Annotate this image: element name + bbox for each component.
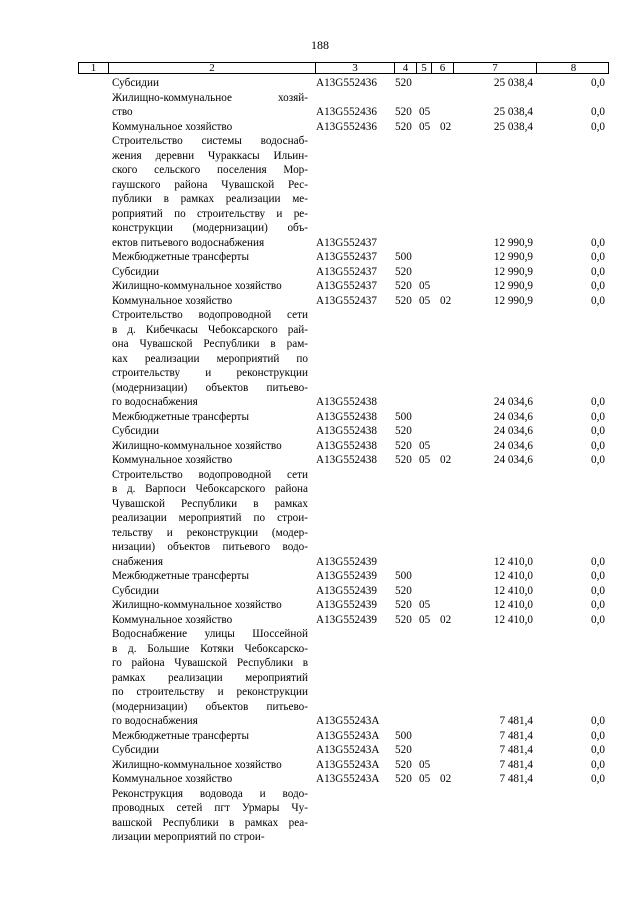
row-percent: 0,0 xyxy=(591,715,605,727)
row-name xyxy=(112,453,308,468)
row-name xyxy=(112,598,308,613)
row-percent: 0,0 xyxy=(591,77,605,89)
row-code: А13G552437 xyxy=(316,251,377,263)
table-row xyxy=(0,729,640,744)
row-name-line: Жилищно-коммунальное хозяйство xyxy=(112,599,282,611)
row-expense-type: 520 xyxy=(395,439,412,452)
row-name-line: Строительство водопроводной сети xyxy=(112,468,308,481)
row-name xyxy=(112,120,308,135)
row-name-line: рамках реализации мероприятий xyxy=(112,671,308,684)
table-row xyxy=(0,468,640,570)
row-amount: 12 410,0 xyxy=(493,584,533,597)
table-row xyxy=(0,439,640,454)
row-name-line: Субсидии xyxy=(112,584,159,597)
row-percent: 0,0 xyxy=(591,280,605,292)
row-expense-type: 500 xyxy=(395,251,412,263)
row-name xyxy=(112,758,308,773)
row-code: А13G552436 xyxy=(316,106,377,118)
row-name-line: Межбюджетные трансферты xyxy=(112,410,249,423)
table-row xyxy=(0,627,640,729)
row-expense-type: 520 xyxy=(395,758,412,771)
row-name xyxy=(112,308,308,410)
row-code: А13G55243А xyxy=(316,758,380,771)
row-amount: 25 038,4 xyxy=(493,106,533,118)
row-percent: 0,0 xyxy=(591,613,605,626)
row-section: 05 xyxy=(419,454,431,466)
table-row xyxy=(0,787,640,845)
row-expense-type: 520 xyxy=(395,773,412,785)
row-percent: 0,0 xyxy=(591,236,605,249)
row-name xyxy=(112,729,308,744)
row-expense-type: 520 xyxy=(395,120,412,133)
row-amount: 12 410,0 xyxy=(493,599,533,611)
row-amount: 24 034,6 xyxy=(493,425,533,437)
row-name xyxy=(112,627,308,729)
row-name-line: Строительство водопроводной сети xyxy=(112,309,308,321)
row-section: 05 xyxy=(419,613,431,626)
table-row xyxy=(0,424,640,439)
row-expense-type: 520 xyxy=(395,584,412,597)
row-expense-type: 520 xyxy=(395,425,412,437)
row-percent: 0,0 xyxy=(591,106,605,118)
row-code: А13G552439 xyxy=(316,599,377,611)
row-name xyxy=(112,294,308,309)
row-subsection: 02 xyxy=(440,294,452,307)
row-amount: 24 034,6 xyxy=(493,410,533,423)
row-code: А13G552438 xyxy=(316,439,377,452)
table-row xyxy=(0,410,640,425)
row-name xyxy=(112,743,308,758)
row-code: А13G552437 xyxy=(316,236,377,249)
row-name-line: Коммунальное хозяйство xyxy=(112,120,233,133)
row-name-line: Коммунальное хозяйство xyxy=(112,294,233,307)
row-name xyxy=(112,569,308,584)
row-code: А13G552436 xyxy=(316,77,377,89)
row-name-line: го водоснабжения xyxy=(112,715,198,727)
row-name-line: Водоснабжение улицы Шоссейной xyxy=(112,628,308,640)
row-name-line: Жилищно-коммунальное хозяйство xyxy=(112,758,282,771)
header-col-5: 5 xyxy=(417,63,432,73)
row-code: А13G552436 xyxy=(316,120,377,133)
table-row xyxy=(0,250,640,265)
row-code: А13G552437 xyxy=(316,265,377,278)
table-row xyxy=(0,265,640,280)
row-percent: 0,0 xyxy=(591,570,605,582)
row-name xyxy=(112,250,308,265)
row-expense-type: 520 xyxy=(395,294,412,307)
header-col-3: 3 xyxy=(316,63,395,73)
row-expense-type: 520 xyxy=(395,265,412,278)
row-percent: 0,0 xyxy=(591,744,605,756)
row-name-line: Субсидии xyxy=(112,77,159,89)
row-amount: 24 034,6 xyxy=(493,454,533,466)
row-name-line: гаушского района Чувашской Рес- xyxy=(112,178,308,191)
row-name-line: роприятий по строительству и ре- xyxy=(112,207,308,220)
row-section: 05 xyxy=(419,758,431,771)
row-name xyxy=(112,584,308,599)
row-code: А13G55243А xyxy=(316,744,380,756)
row-amount: 7 481,4 xyxy=(499,715,533,727)
row-amount: 25 038,4 xyxy=(493,120,533,133)
row-code: А13G55243А xyxy=(316,729,380,742)
row-subsection: 02 xyxy=(440,454,452,466)
row-percent: 0,0 xyxy=(591,599,605,611)
row-code: А13G552439 xyxy=(316,570,377,582)
row-amount: 24 034,6 xyxy=(493,396,533,408)
row-name-line: тельству и реконструкции (модер- xyxy=(112,526,308,539)
row-name xyxy=(112,468,308,570)
row-expense-type: 500 xyxy=(395,570,412,582)
row-amount: 12 410,0 xyxy=(493,613,533,626)
table-row xyxy=(0,279,640,294)
header-col-8: 8 xyxy=(570,62,577,74)
row-amount: 7 481,4 xyxy=(499,758,533,771)
table-row xyxy=(0,758,640,773)
row-name-line: (модернизации) объектов питьево- xyxy=(112,381,308,394)
row-name-line: Межбюджетные трансферты xyxy=(112,570,249,582)
row-amount: 7 481,4 xyxy=(499,773,533,785)
row-name-line: Коммунальное хозяйство xyxy=(112,613,233,626)
row-section: 05 xyxy=(419,106,431,118)
row-name-line: вашской Республики в рамках реа- xyxy=(112,816,308,829)
row-name-line: строительству и реконструкции xyxy=(112,367,308,379)
header-col-1: 1 xyxy=(79,63,109,73)
row-percent: 0,0 xyxy=(591,294,605,307)
row-name-line: Межбюджетные трансферты xyxy=(112,729,249,742)
row-percent: 0,0 xyxy=(591,425,605,437)
row-name-line: по строительству и реконструкции xyxy=(112,686,308,698)
row-code: А13G552438 xyxy=(316,396,377,408)
row-percent: 0,0 xyxy=(591,555,605,568)
row-name-line: жения деревни Чураккасы Ильин- xyxy=(112,149,308,162)
row-name xyxy=(112,134,308,250)
row-name-line: Реконструкция водовода и водо- xyxy=(112,787,308,800)
row-name-line: Жилищно-коммунальное хозяйство xyxy=(112,280,282,292)
row-amount: 12 990,9 xyxy=(493,265,533,278)
row-name-line: Субсидии xyxy=(112,425,159,437)
row-code: А13G552438 xyxy=(316,425,377,437)
row-name-line: ках реализации мероприятий по xyxy=(112,352,308,365)
row-name xyxy=(112,424,308,439)
row-code: А13G552438 xyxy=(316,454,377,466)
row-amount: 12 410,0 xyxy=(493,555,533,568)
row-amount: 12 410,0 xyxy=(493,570,533,582)
row-name-line: Коммунальное хозяйство xyxy=(112,773,233,785)
row-name xyxy=(112,279,308,294)
table-row xyxy=(0,308,640,410)
table-row xyxy=(0,743,640,758)
row-name-line: Межбюджетные трансферты xyxy=(112,251,249,263)
row-code: А13G55243А xyxy=(316,715,380,727)
table-row xyxy=(0,772,640,787)
table-row xyxy=(0,613,640,628)
table-row xyxy=(0,134,640,250)
row-expense-type: 520 xyxy=(395,77,412,89)
row-amount: 12 990,9 xyxy=(493,251,533,263)
row-percent: 0,0 xyxy=(591,439,605,452)
row-name-line: конструкции (модернизации) объ- xyxy=(112,222,308,234)
table-row xyxy=(0,584,640,599)
row-name xyxy=(112,439,308,454)
row-expense-type: 500 xyxy=(395,410,412,423)
table-body xyxy=(0,76,640,845)
row-name-line: она Чувашской Республики в рам- xyxy=(112,338,308,350)
row-expense-type: 500 xyxy=(395,729,412,742)
row-code: А13G552437 xyxy=(316,294,377,307)
row-amount: 12 990,9 xyxy=(493,236,533,249)
header-col-2: 2 xyxy=(109,63,316,73)
row-percent: 0,0 xyxy=(591,265,605,278)
table-row xyxy=(0,598,640,613)
row-name-line: ектов питьевого водоснабжения xyxy=(112,236,265,249)
row-subsection: 02 xyxy=(440,773,452,785)
table-row xyxy=(0,76,640,91)
row-expense-type: 520 xyxy=(395,280,412,292)
row-percent: 0,0 xyxy=(591,584,605,597)
row-code: А13G552439 xyxy=(316,555,377,568)
row-percent: 0,0 xyxy=(591,729,605,742)
row-name-line: Жилищно-коммунальное хозяй- xyxy=(112,91,308,104)
row-name xyxy=(112,410,308,425)
table-row xyxy=(0,294,640,309)
row-name-line: в д. Большие Котяки Чебоксарско- xyxy=(112,642,308,655)
header-col-7: 7 xyxy=(454,63,537,73)
row-name-line: Строительство системы водоснаб- xyxy=(112,135,308,147)
row-expense-type: 520 xyxy=(395,454,412,466)
row-name-line: Жилищно-коммунальное хозяйство xyxy=(112,439,282,452)
row-name-line: в д. Кибечкасы Чебоксарского рай- xyxy=(112,323,308,336)
row-name-line: Субсидии xyxy=(112,265,159,278)
page-number: 188 xyxy=(311,38,329,52)
row-code: А13G552437 xyxy=(316,280,377,292)
row-name xyxy=(112,265,308,280)
row-name-line: лизации мероприятий по строи- xyxy=(112,831,265,843)
row-code: А13G552439 xyxy=(316,613,377,626)
row-section: 05 xyxy=(419,599,431,611)
row-name-line: го водоснабжения xyxy=(112,396,198,408)
row-name xyxy=(112,91,308,120)
row-section: 05 xyxy=(419,439,431,452)
row-percent: 0,0 xyxy=(591,454,605,466)
table-row xyxy=(0,569,640,584)
row-expense-type: 520 xyxy=(395,744,412,756)
row-name-line: реализации мероприятий по строи- xyxy=(112,512,308,524)
row-name-line: в д. Варпоси Чебоксарского района xyxy=(112,483,308,495)
row-amount: 7 481,4 xyxy=(499,744,533,756)
row-percent: 0,0 xyxy=(591,396,605,408)
row-section: 05 xyxy=(419,294,431,307)
table-row xyxy=(0,91,640,120)
row-name xyxy=(112,772,308,787)
row-name-line: снабжения xyxy=(112,555,163,568)
row-name xyxy=(112,76,308,91)
row-name-line: Субсидии xyxy=(112,744,159,756)
row-name-line: низации) объектов питьевого водо- xyxy=(112,541,308,553)
row-amount: 12 990,9 xyxy=(493,280,533,292)
row-percent: 0,0 xyxy=(591,758,605,771)
table-row xyxy=(0,453,640,468)
row-name xyxy=(112,787,308,845)
row-name-line: проводных сетей пгт Урмары Чу- xyxy=(112,802,308,814)
row-code: А13G552438 xyxy=(316,410,377,423)
row-name-line: (модернизации) объектов питьево- xyxy=(112,700,308,713)
table-row xyxy=(0,120,640,135)
row-expense-type: 520 xyxy=(395,106,412,118)
row-subsection: 02 xyxy=(440,613,452,626)
row-name-line: Чувашской Республики в рамках xyxy=(112,497,308,510)
row-name-line: ского сельского поселения Мор- xyxy=(112,164,308,176)
row-percent: 0,0 xyxy=(591,251,605,263)
header-col-4: 4 xyxy=(395,63,417,73)
row-expense-type: 520 xyxy=(395,599,412,611)
row-expense-type: 520 xyxy=(395,613,412,626)
row-amount: 7 481,4 xyxy=(499,729,533,742)
row-amount: 25 038,4 xyxy=(493,77,533,89)
row-section: 05 xyxy=(419,280,431,292)
row-name xyxy=(112,613,308,628)
row-name-line: го района Чувашской Республики в xyxy=(112,657,308,669)
header-col-6: 6 xyxy=(432,63,454,73)
row-name-line: ство xyxy=(112,106,133,118)
row-percent: 0,0 xyxy=(591,410,605,423)
row-code: А13G55243А xyxy=(316,773,380,785)
row-amount: 24 034,6 xyxy=(493,439,533,452)
row-name-line: публики в рамках реализации ме- xyxy=(112,193,308,205)
row-percent: 0,0 xyxy=(591,120,605,133)
row-percent: 0,0 xyxy=(591,773,605,785)
row-section: 05 xyxy=(419,120,431,133)
row-subsection: 02 xyxy=(440,120,452,133)
row-code: А13G552439 xyxy=(316,584,377,597)
row-section: 05 xyxy=(419,773,431,785)
table-header xyxy=(78,62,609,74)
row-name-line: Коммунальное хозяйство xyxy=(112,454,233,466)
row-amount: 12 990,9 xyxy=(493,294,533,307)
